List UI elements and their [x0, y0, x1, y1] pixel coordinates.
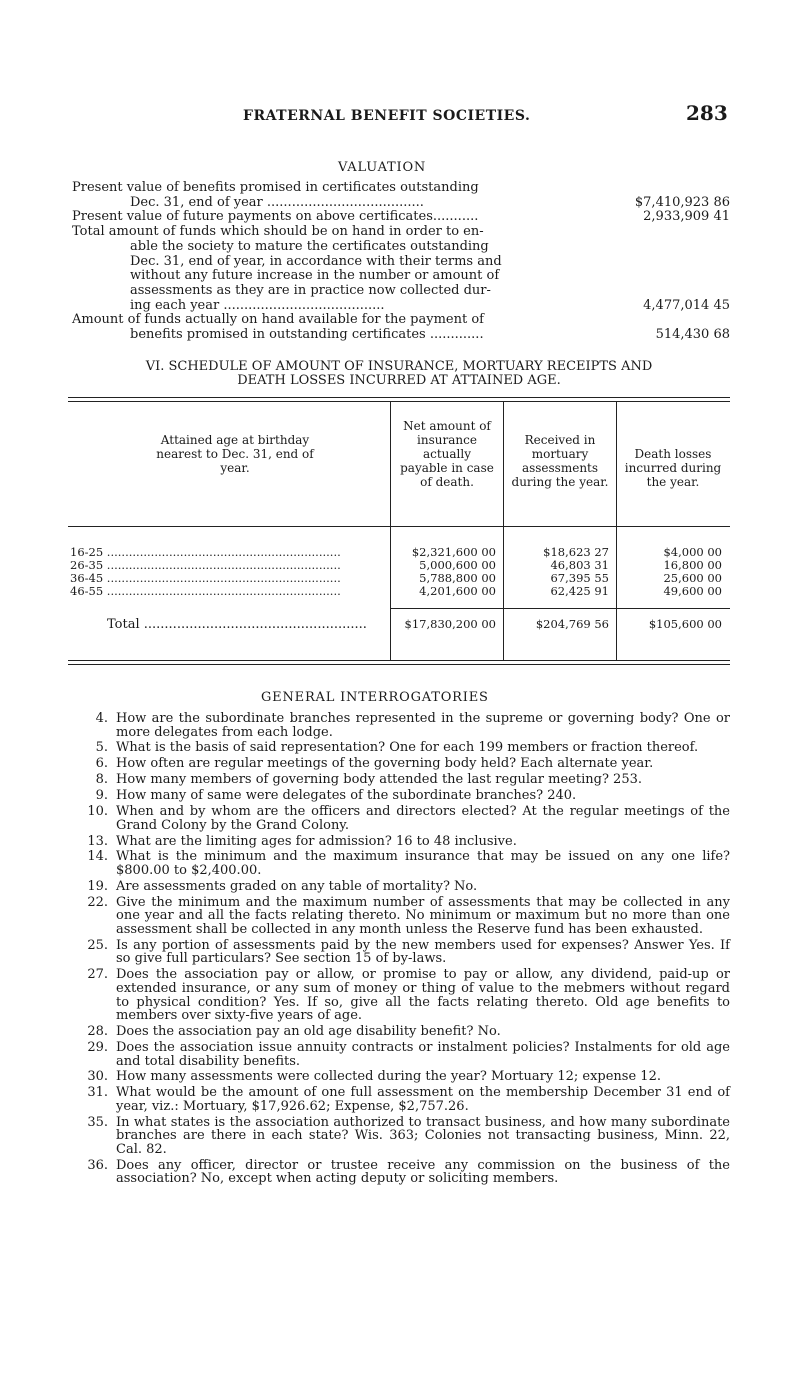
table-bottom-rule: [68, 664, 730, 665]
table-row: 26-35 ................................................................: [70, 559, 341, 572]
table-top-rule: [68, 397, 730, 398]
valuation-amount: 2,933,909 41: [643, 209, 730, 225]
table-cell: 49,600 00: [663, 584, 722, 598]
total-cell: $204,769 56: [535, 617, 609, 631]
table-cell: 62,425 91: [550, 584, 609, 598]
column-header-received: Received in mortuary assessments during the year.: [511, 433, 609, 489]
column-header-age: Attained age at birthday nearest to Dec. 31, end of year.: [156, 433, 314, 475]
valuation-amount: 4,477,014 45: [643, 297, 730, 313]
column-divider: [390, 401, 391, 660]
valuation-item: Total amount of funds which should be on hand in order to en-: [72, 224, 484, 240]
list-item: 35. In what states is the association authorized to transact business, and how many subordinate branches are there in each state? Wis. 363; Colonies not transacting business, Minn. 22, Cal. 82.: [87, 1114, 730, 1157]
list-item: 31. What would be the amount of one full assessment on the membership December 31 end of year, viz.: Mortuary, $17,926.62; Expense, $2,757.26.: [87, 1085, 730, 1114]
table-bottom-rule: [68, 660, 730, 661]
header-bottom-rule: [68, 526, 730, 527]
list-item: 25. Is any portion of assessments paid by the new members used for expenses? Answer Yes. If so give full particulars? See section 15 of by-laws.: [87, 937, 730, 967]
list-item: 13. What are the limiting ages for admission? 16 to 48 inclusive.: [87, 833, 517, 849]
table-cell: 16,800 00: [663, 558, 722, 572]
table-cell: 4,201,600 00: [419, 584, 496, 598]
valuation-list: Present value of benefits promised in certificates outstanding Dec. 31, end of year ...................................... $7,410,923 86 Present value of future payments on above certificates........... 2,933,909 41 Total amount of funds which should be on hand in order to en- able the society to mature the certificates outstanding Dec. 31, end of year, in accordance with their terms and without any future increase in the number or amount of assessments as they are in practice now collected dur- ing each year ....................................... 4,477,014 45 Amount of funds actually on hand available for the payment of benefits promised in outstanding certificates ............. 514,430 68: [72, 180, 730, 343]
column-divider: [503, 401, 504, 660]
list-item: 14. What is the minimum and the maximum insurance that may be issued on any one life? $800.00 to $2,400.00.: [87, 849, 730, 879]
table-row: 16-25 ................................................................: [70, 546, 341, 559]
column-divider: [616, 401, 617, 660]
list-item: 19. Are assessments graded on any table of mortality? No.: [87, 878, 478, 894]
list-item: 22. Give the minimum and the maximum number of assessments that may be collected in any one year and all the facts relating thereto. No minimum or maximum but no more than one assessment shall be collected in any month unless the Reserve fund has been exhausted.: [87, 894, 730, 937]
valuation-amount: $7,410,923 86: [634, 194, 730, 210]
page-number: 283: [686, 101, 728, 125]
table-cell: $2,321,600 00: [411, 545, 496, 559]
list-item: 27. Does the association pay or allow, or promise to pay or allow, any dividend, paid-up or extended insurance, or any sum of money or thing of value to the mebmers without regard to physical condition? Yes. If so, give all the facts relating thereto. Old age benefits to members over sixty-five years of age.: [87, 967, 730, 1024]
table-cell: 67,395 55: [550, 571, 609, 585]
total-rule: [390, 608, 730, 609]
table-row: 36-45 ................................................................: [70, 572, 341, 585]
table-cell: 25,600 00: [663, 571, 722, 585]
list-item: 36. Does any officer, director or trustee receive any commission on the business of the association? No, except when acting deputy or soliciting members.: [87, 1157, 730, 1187]
valuation-item: Present value of future payments on above certificates........... 2,933,909 41: [72, 209, 730, 225]
column-header-losses: Death losses incurred during the year.: [624, 447, 722, 489]
running-header: FRATERNAL BENEFIT SOCIETIES.: [243, 108, 531, 124]
total-row: Total ......................................................: [107, 618, 367, 631]
list-item: 9. How many of same were delegates of the subordinate branches? 240.: [95, 788, 577, 804]
list-item: 8. How many members of governing body attended the last regular meeting? 253.: [95, 772, 642, 788]
column-header-insurance: Net amount of insurance actually payable in case of death.: [400, 419, 494, 489]
table-cell: $18,623 27: [543, 545, 609, 559]
total-cell: $17,830,200 00: [404, 617, 496, 631]
list-item: 28. Does the association pay an old age disability benefit? No.: [87, 1024, 501, 1040]
valuation-item: Present value of benefits promised in certificates outstanding: [72, 180, 479, 195]
total-cell: $105,600 00: [648, 617, 722, 631]
table-cell: 5,000,600 00: [419, 558, 496, 572]
list-item: 30. How many assessments were collected during the year? Mortuary 12; expense 12.: [87, 1069, 661, 1085]
valuation-item: Amount of funds actually on hand available for the payment of: [72, 312, 484, 328]
valuation-title: VALUATION: [338, 160, 427, 175]
table-top-rule: [68, 401, 730, 402]
schedule-title: VI. SCHEDULE OF AMOUNT OF INSURANCE, MORTUARY RECEIPTS AND DEATH LOSSES INCURRED AT ATTAINED AGE.: [145, 359, 653, 388]
list-item: 6. How often are regular meetings of the governing body held? Each alternate year.: [95, 756, 654, 772]
interrogatories-title: GENERAL INTERROGATORIES: [261, 690, 489, 705]
table-cell: 46,803 31: [550, 558, 609, 572]
table-row: 46-55 ................................................................: [70, 585, 341, 598]
table-cell: $4,000 00: [663, 545, 722, 559]
valuation-amount: 514,430 68: [655, 327, 730, 343]
valuation-item: Dec. 31, end of year ...................................... $7,410,923 86: [130, 194, 730, 210]
list-item: 5. What is the basis of said representation? One for each 199 members or fraction thereof.: [95, 740, 699, 756]
interrogatories-list: [70, 712, 730, 1188]
table-cell: 5,788,800 00: [419, 571, 496, 585]
list-item: 29. Does the association issue annuity contracts or instalment policies? Instalments for old age and total disability benefits.: [87, 1039, 730, 1069]
list-item: 4. How are the subordinate branches represented in the supreme or governing body? One or more delegates from each lodge.: [95, 711, 730, 740]
list-item: 10. When and by whom are the officers and directors elected? At the regular meetings of the Grand Colony by the Grand Colony.: [87, 804, 730, 833]
